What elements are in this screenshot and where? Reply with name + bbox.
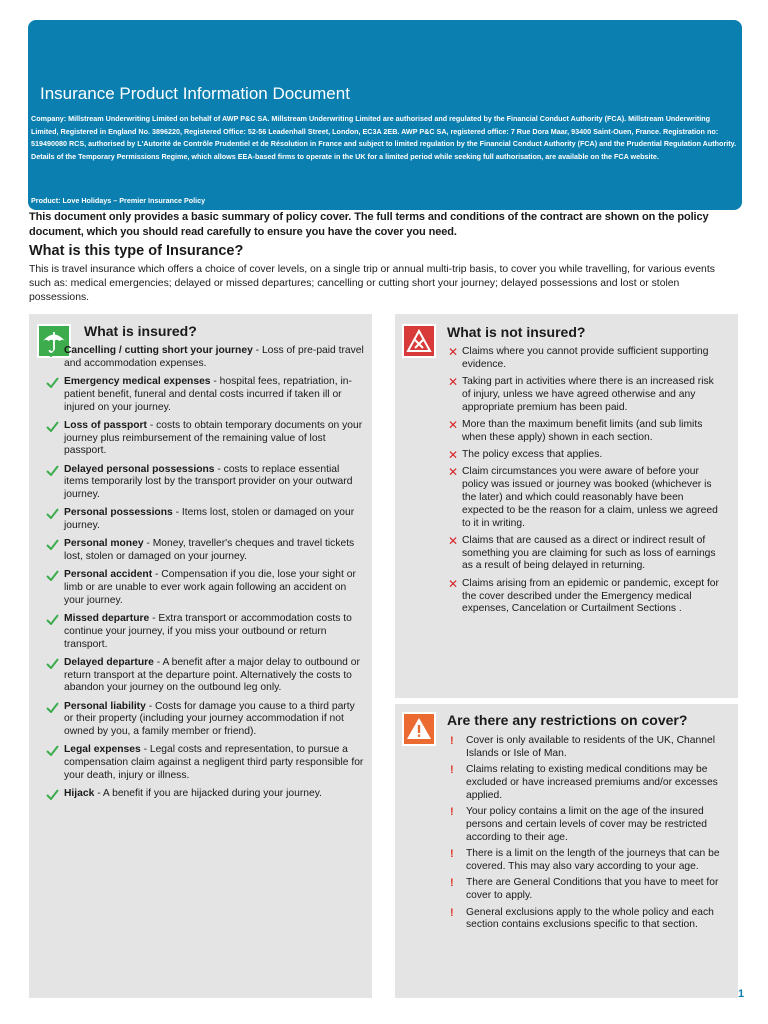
exclamation-icon: ! xyxy=(450,906,454,919)
cross-icon: ✕ xyxy=(448,465,459,480)
restriction-item xyxy=(446,877,726,903)
insured-item-desc: - Extra transport or accommodation costs to continue your journey, if you miss your outbound or return transport. xyxy=(64,613,352,650)
restriction-item-text: General exclusions apply to the whole policy and each section contains exclusions specific to that section. xyxy=(466,906,714,931)
cross-icon: ✕ xyxy=(448,417,459,432)
insured-item-desc: - hospital fees, repatriation, in-patient benefit, funeral and dental costs incurred if taken ill or injured on your journey. xyxy=(64,375,352,413)
restriction-item-text: There is a limit on the length of the journeys that can be covered. This may also vary according to your age. xyxy=(466,848,720,872)
type-section-title: What is this type of Insurance? xyxy=(29,243,244,259)
restriction-item-text: Your policy contains a limit on the age of the insured persons and certain levels of cover may be restricted according to their age. xyxy=(466,806,707,843)
restrictions-title: Are there any restrictions on cover? xyxy=(447,712,688,728)
page-number: 1 xyxy=(738,988,745,1000)
exclamation-icon: ! xyxy=(450,735,454,747)
insured-item xyxy=(46,788,364,801)
company-details: Company: Millstream Underwriting Limited on behalf of AWP P&C SA. Millstream Underwriting Limited are authorised and regulated by the Financial Conduct Authority (FCA). Millstream Underwriting Limited, Registered in England No. 3896220, Registered Office: 52-56 Leadenhall Street, London, EC3A 2EB. AWP P&C SA, registered office: 7 Rue Dora Maar, 93400 Saint-Ouen, France. Registration no: 519490080 RCS, authorised by L'Autorité de Contrôle Prudentiel et de Résolution in France and subject to limited regulation by the Financial Conduct Authority (FCA) and the Prudential Regulation Authority. Details of the Temporary Permissions Regime, which allows EEA-based firms to operate in the UK for a limited period while seeking full authorisation, are available on the FCA website. xyxy=(31,114,737,161)
insured-item xyxy=(46,345,364,371)
check-icon xyxy=(46,508,59,519)
insured-item-desc: - Loss of pre-paid travel and accommodation expenses. xyxy=(64,345,364,369)
insured-item-term: Cancelling / cutting short your journey xyxy=(64,345,253,356)
product-name: Product: Love Holidays – Premier Insurance Policy xyxy=(31,196,206,205)
not-insured-title: What is not insured? xyxy=(447,324,586,340)
insured-title: What is insured? xyxy=(84,323,197,339)
check-icon xyxy=(46,702,59,713)
insured-item-term: Personal money xyxy=(64,538,144,550)
insured-item-desc: - costs to obtain temporary documents on your journey plus reimbursement of the remaining value of lost passport. xyxy=(64,419,363,457)
cross-icon: ✕ xyxy=(448,375,459,390)
insured-item xyxy=(46,420,364,458)
restriction-item xyxy=(446,764,726,802)
restriction-item xyxy=(446,806,726,844)
not-insured-item xyxy=(446,376,724,414)
not-insured-item-text: Claims that are caused as a direct or indirect result of something you are claiming for such as loss of earnings as a result of being delayed in returning. xyxy=(462,534,716,572)
insured-item xyxy=(46,701,364,739)
check-icon xyxy=(46,377,59,388)
insured-item-desc: - Compensation if you die, lose your sight or limb or are unable to ever work again following an accident on your journey. xyxy=(64,569,356,606)
insured-list xyxy=(46,345,364,806)
insured-item-desc: - Costs for damage you cause to a third party or their property (including your journey accommodation if not owned by you, a family member or friend). xyxy=(64,700,355,738)
insured-item xyxy=(46,464,364,502)
not-insured-item xyxy=(446,346,724,372)
insured-item-desc: - costs to replace essential items temporarily lost by the transport provider on your outward journey. xyxy=(64,463,353,501)
insured-item-term: Personal liability xyxy=(64,700,146,712)
cross-icon: ✕ xyxy=(448,533,459,548)
exclamation-icon: ! xyxy=(450,877,454,890)
exclamation-icon: ! xyxy=(450,848,454,861)
restriction-item xyxy=(446,735,726,761)
document-title: Insurance Product Information Document xyxy=(40,84,350,103)
check-icon xyxy=(46,745,59,756)
not-insured-item-text: Taking part in activities where there is an increased risk of injury, unless we have agreed otherwise and any appropriate premium has been paid. xyxy=(462,376,714,413)
check-icon xyxy=(46,614,59,625)
check-icon xyxy=(46,789,59,800)
exclamation-icon: ! xyxy=(450,764,454,777)
insured-item-term: Missed departure xyxy=(64,613,150,625)
insured-item-desc: - A benefit after a major delay to outbound or return transport at the departure point. Alternatively the costs to abandon your journey on the outbound leg only. xyxy=(64,656,360,694)
insured-item-term: Emergency medical expenses xyxy=(64,375,211,387)
header-banner xyxy=(28,20,742,210)
not-insured-item-text: The policy excess that applies. xyxy=(462,449,603,461)
not-insured-item xyxy=(446,535,724,573)
insured-item xyxy=(46,613,364,651)
restriction-item-text: Cover is only available to residents of the UK, Channel Islands or Isle of Man. xyxy=(466,735,715,759)
restrictions-list xyxy=(446,735,726,936)
not-insured-item xyxy=(446,578,724,616)
insured-item-term: Delayed departure xyxy=(64,656,154,668)
not-insured-item-text: More than the maximum benefit limits (and sub limits when these apply) shown in each section. xyxy=(462,418,703,443)
insured-item-desc: - A benefit if you are hijacked during your journey. xyxy=(94,788,322,800)
restrictions-list-clip xyxy=(395,704,738,972)
insured-item-desc: - Money, traveller's cheques and travel tickets lost, stolen or damaged on your journey. xyxy=(64,538,355,563)
insured-item-term: Loss of passport xyxy=(64,419,147,431)
check-icon xyxy=(46,658,59,669)
intro-text: This document only provides a basic summary of policy cover. The full terms and conditions of the contract are shown on the policy document, which you should read carefully to ensure you have the cover you need. xyxy=(29,211,709,238)
not-insured-list xyxy=(446,346,724,621)
check-icon xyxy=(46,346,59,357)
cross-icon: ✕ xyxy=(448,345,459,359)
insured-item xyxy=(46,507,364,533)
not-insured-item-text: Claims arising from an epidemic or pandemic, except for the cover described under the Emergency medical expenses, Cancelation or Curtailment Sections . xyxy=(462,577,719,615)
type-section-text: This is travel insurance which offers a choice of cover levels, on a single trip or annual multi-trip basis, to cover you while travelling, for various events such as: medical emergencies; delayed or missed departures; cancelling or cutting short your journey; delayed possessions and lost or stolen possessions. xyxy=(29,264,715,303)
insured-item-term: Legal expenses xyxy=(64,744,141,756)
warning-cross-icon xyxy=(402,324,436,358)
cross-icon: ✕ xyxy=(448,448,459,463)
insured-item-term: Personal accident xyxy=(64,569,153,581)
cross-icon: ✕ xyxy=(448,576,459,591)
check-icon xyxy=(46,570,59,581)
insured-item xyxy=(46,657,364,695)
not-insured-item xyxy=(446,449,724,462)
exclamation-icon: ! xyxy=(450,806,454,819)
check-icon xyxy=(46,421,59,432)
insured-item-desc: - Legal costs and representation, to pursue a compensation claim against a negligent third party responsible for your death, injury or illness. xyxy=(64,744,364,782)
insured-item-term: Hijack xyxy=(64,788,95,800)
not-insured-item-text: Claim circumstances you were aware of before your policy was issued or journey was booked (whichever is the later) and which could reasonably have been expected to be the reason for a claim, unless we agreed to it in writing. xyxy=(462,466,718,529)
restriction-item xyxy=(446,848,726,874)
restriction-item-text: Claims relating to existing medical conditions may be excluded or have increased premiums and/or excesses applied. xyxy=(466,764,718,801)
insured-item xyxy=(46,569,364,607)
restriction-item-text: There are General Conditions that you have to meet for cover to apply. xyxy=(466,877,719,902)
insured-item xyxy=(46,744,364,782)
check-icon xyxy=(46,465,59,476)
not-insured-item xyxy=(446,419,724,445)
insured-item-term: Personal possessions xyxy=(64,507,173,519)
not-insured-item-text: Claims where you cannot provide sufficient supporting evidence. xyxy=(462,346,709,370)
insured-item-term: Delayed personal possessions xyxy=(64,463,215,475)
not-insured-item xyxy=(446,466,724,530)
insured-item xyxy=(46,376,364,414)
insured-item xyxy=(46,538,364,564)
check-icon xyxy=(46,539,59,550)
insured-item-desc: - Items lost, stolen or damaged on your journey. xyxy=(64,507,355,532)
restriction-item xyxy=(446,907,726,933)
